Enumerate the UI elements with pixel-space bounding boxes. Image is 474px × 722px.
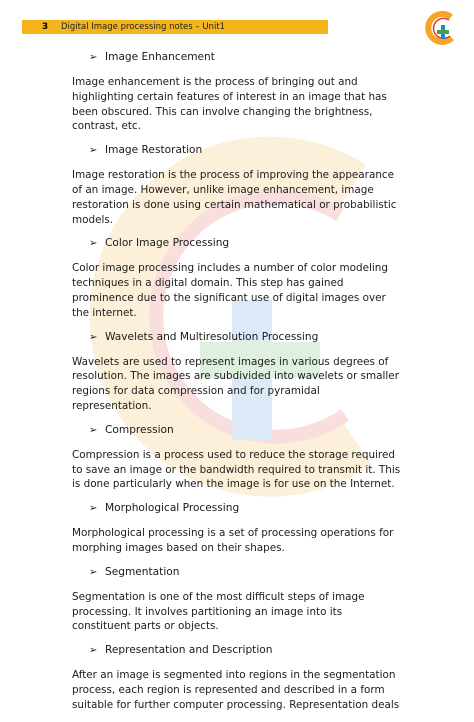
section-image-enhancement [72, 50, 402, 134]
section-segmentation [72, 565, 402, 634]
section-representation-description [72, 643, 402, 712]
section-heading-text: Wavelets and Multiresolution Processing [105, 330, 319, 343]
arrow-bullet-icon: ➢ [89, 424, 98, 436]
section-heading [89, 643, 402, 658]
section-heading [89, 565, 402, 580]
arrow-bullet-icon: ➢ [89, 238, 98, 250]
arrow-bullet-icon: ➢ [89, 503, 98, 515]
section-paragraph: Compression is a process used to reduce the storage required to save an image or the bandwidth required to transmit it. This is done particularly when the image is for use on the Internet. [72, 448, 401, 491]
section-paragraph: Image restoration is the process of improving the appearance of an image. However, unlike image enhancement, image restoration is done using certain mathematical or probabilistic models. [72, 169, 397, 226]
arrow-bullet-icon: ➢ [89, 52, 98, 63]
section-heading [89, 423, 402, 438]
section-heading [89, 330, 402, 345]
arrow-bullet-icon: ➢ [89, 145, 98, 157]
section-paragraph: Color image processing includes a number of color modeling techniques in a digital domain. This step has gained prominence due to the significant use of digital images over the internet. [72, 262, 388, 319]
section-image-restoration [72, 143, 402, 227]
document-body [72, 50, 402, 722]
page-number: 3 [41, 22, 49, 32]
section-heading [89, 50, 402, 65]
section-paragraph: Image enhancement is the process of bringing out and highlighting certain features of interest in an image that has been obscured. This can involve changing the brightness, contrast, etc. [72, 76, 387, 133]
brand-logo-icon [421, 8, 461, 48]
section-compression [72, 423, 402, 492]
section-heading-text: Color Image Processing [105, 237, 230, 250]
arrow-bullet-icon: ➢ [89, 331, 98, 343]
section-heading [89, 236, 402, 251]
section-heading [89, 143, 402, 158]
arrow-bullet-icon: ➢ [89, 645, 98, 657]
section-wavelets [72, 330, 402, 414]
section-color-image-processing [72, 236, 402, 320]
section-heading-text: Image Restoration [105, 144, 203, 157]
section-heading-text: Morphological Processing [105, 502, 240, 515]
section-heading-text: Compression [105, 423, 174, 436]
section-heading [89, 501, 402, 516]
arrow-bullet-icon: ➢ [89, 566, 98, 578]
section-heading-text: Representation and Description [105, 644, 273, 657]
section-paragraph: Segmentation is one of the most difficult steps of image processing. It involves partitioning an image into its constituent parts or objects. [72, 590, 365, 633]
section-paragraph: Morphological processing is a set of processing operations for morphing images based on their shapes. [72, 527, 394, 554]
section-heading-text: Segmentation [105, 565, 180, 578]
section-heading-text: Image Enhancement [105, 51, 215, 63]
section-paragraph: Wavelets are used to represent images in various degrees of resolution. The images are subdivided into wavelets or smaller regions for data compression and for pyramidal representation. [72, 355, 399, 412]
section-morphological-processing [72, 501, 402, 556]
section-paragraph: After an image is segmented into regions in the segmentation process, each region is represented and described in a form suitable for further computer processing. Representation deals [72, 669, 400, 711]
header-title: Digital Image processing notes – Unit1 [61, 22, 226, 32]
